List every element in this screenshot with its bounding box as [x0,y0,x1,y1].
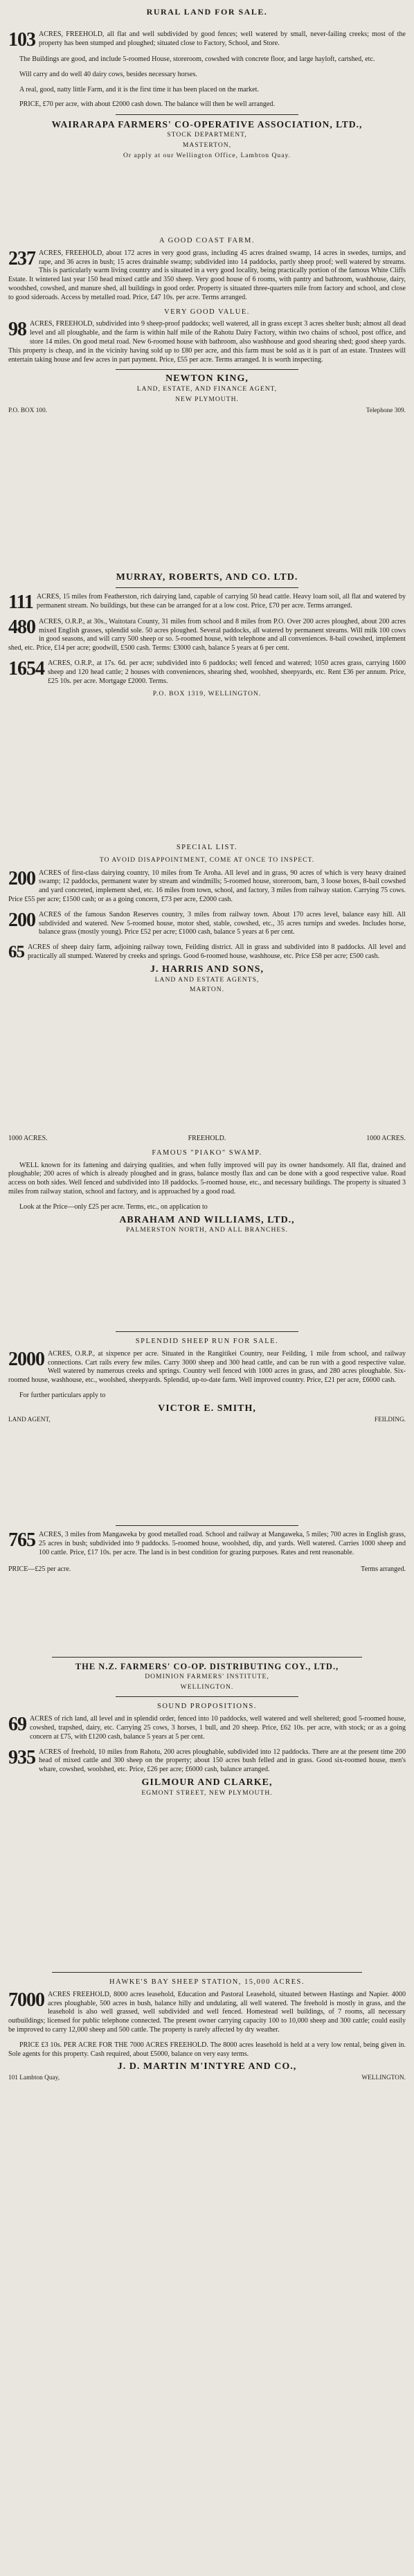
company-name: WAIRARAPA FARMERS' CO-OPERATIVE ASSOCIATION, LTD., [51,119,363,130]
town: WELLINGTON. [361,2075,406,2082]
ad-paragraph: ACRES, O.R.P., at 17s. 6d. per acre; subdivided into 6 paddocks; well fenced and watered; 1050 acres grass, carrying 1600 sheep and 120 head cattle; 2 houses with conveniences, shearing shed, woolshed, sheepyards, etc. Rent £36 per annum. Price, £25 10s. per acre. Mortgage £2000. Terms. [48,659,406,685]
acreage-number: 765 [8,1529,35,1551]
page-header: RURAL LAND FOR SALE. [146,7,268,17]
ad-paragraph: PRICE £3 10s. PER ACRE FOR THE 7000 ACRES FREEHOLD. The 8000 acres leasehold is held at a very low rental, being given in. Sole agents for this property. Cash required, about £5000, balance on very easy terms. [8,2041,406,2058]
advertisement-murray-roberts [8,569,406,700]
town: NEW PLYMOUTH. [175,395,239,403]
acreage-number: 2000 [8,1348,44,1370]
agent-name: VICTOR E. SMITH, [158,1403,256,1414]
divider [116,369,298,370]
acreage-number: 111 [8,591,33,613]
ad-paragraph: WELL known for its fattening and dairying qualities, and when fully improved will pay its owner handsomely. All flat, drained and ploughable; 200 acres of which is already ploughed and in grass, balance mostly flax and can be done with a good respective value. Road access on both sides. Well fenced and subdivided into 18 paddocks. 5-roomed house, etc., and necessary buildings. The property is situated 3 miles from railway station, school and factory, and is approached by a good road. [8,1161,406,1196]
acreage-number: 65 [8,943,24,962]
ad-paragraph: PRICE, £70 per acre, with about £2000 cash down. The balance will then be well arranged. [19,100,275,109]
ad-paragraph: ACRES, O.R.P., at sixpence per acre. Situated in the Rangitikei Country, near Feilding, 1 mile from school, and railway connections. Cart rails every few miles. Carry 3000 sheep and 300 head cattle, and can be run with a good respective value. Well watered by numerous creeks and springs. Country well fenced with 1000 acres in grass, and 280 acres ploughable. Six-roomed house, washhouse, etc., woolshed, sheepyards. Splendid, up-to-date farm. Well improved country. Price, £21 per acre, £6000 cash. [8,1349,406,1385]
acreage-number: 103 [8,29,35,51]
advertisement-abraham-williams [8,1132,406,1236]
ad-paragraph: ACRES of sheep dairy farm, adjoining railway town, Feilding district. All in grass and subdivided into 8 paddocks. All level and practically all stumped. Watered by creeks and springs. Good 6-roomed house, washhouse, etc. Price £58 per acre; £500 cash. [28,943,406,960]
agent-name: GILMOUR AND CLARKE, [141,1777,273,1788]
divider [116,1331,298,1332]
agent-name: NEWTON KING, [165,373,249,384]
acreage-number: 200 [8,867,35,889]
telephone: Telephone 309. [366,407,406,414]
ad-paragraph: Look at the Price—only £25 per acre. Terms, etc., on application to [19,1202,208,1211]
ad-paragraph: ACRES of rich land, all level and in splendid order, fenced into 10 paddocks, well watered and well sheltered; good 5-roomed house, cowshed, trapshed, dairy, etc. Carrying 25 cows, 3 horses, 1 bull, and 20 sheep. Price, £62 10s. per acre, with stock; or as a going concern at £75, with £1200 cash, balance 5 years at 5 per cent. [30,1715,406,1741]
ad-paragraph: ACRES FREEHOLD, 8000 acres leasehold, Education and Pastoral Leasehold, situated between Hastings and Napier. 4000 acres ploughable, 500 acres in bush, balance hilly and undulating, all well watered. The freehold is mostly in grass, and the leasehold is also well grassed, well subdivided and well fenced. Homestead well buildings, of 7 rooms, all necessary outbuildings; licensed for public telephone connected. The present owner carrying capacity 100 to 10,000 sheep and 300 cattle; could easily be improved to carry 12,000 sheep and 500 cattle. The property is rarely affected by dry weather. [8,1990,406,2034]
agent-name: MURRAY, ROBERTS, AND CO. LTD. [116,572,298,583]
advertisement-newton-king [8,231,406,416]
po-box: P.O. BOX 100. [8,407,48,414]
agent-line: LAND, ESTATE, AND FINANCE AGENT, [136,385,278,393]
ad-paragraph: ACRES, O.R.P., at 30s., Waitotara County, 31 miles from school and 8 miles from P.O. Over 200 acres ploughed, about 200 acres mixed English grasses, splendid sole. 50 acres ploughed. Several paddocks, all watered by permanent streams. Will milk 100 cows in good seasons, and will carry 500 sheep or so. 5-roomed house, with telephone and all conveniences. 8-bail cowshed, implement shed, etc. Price, £14 per acre; goodwill, £500 cash. Terms: £3000 cash, balance 5 years at 6 per cent. [8,617,406,652]
ad-paragraph: For further particulars apply to [19,1391,106,1399]
divider [52,1972,362,1973]
agent-line: LAND AGENT, [8,1416,51,1423]
town: FEILDING. [374,1416,406,1423]
acres-left: 1000 ACRES. [8,1135,48,1142]
ad-paragraph: Will carry and do well 40 dairy cows, besides necessary horses. [19,70,197,78]
agent-line: EGMONT STREET, NEW PLYMOUTH. [141,1788,273,1797]
po-box: P.O. BOX 1319, WELLINGTON. [152,690,262,698]
advertisement-wairarapa [8,30,406,161]
ad-paragraph: ACRES of freehold, 10 miles from Rahotu, 200 acres ploughable, subdivided into 12 paddocks. There are at the present time 200 head of mixed cattle and 300 sheep on the property; about 150 acres bush felled and in grass. Good six-roomed house, men's whare, cowshed, woolshed, etc. Price, £26 per acre; £6000 cash, balance arranged. [39,1748,406,1774]
terms-line: Terms arranged. [361,1565,406,1574]
tenure: FREEHOLD. [188,1135,226,1142]
ad-paragraph: ACRES, 3 miles from Mangaweka by good metalled road. School and railway at Mangaweka, 5 miles; 700 acres in English grass, 25 acres in bush; subdivided into 9 paddocks. 5-roomed house, woolshed, dip, and yards. Well watered. Carries 1000 sheep and 100 cattle. Price, £17 10s. per acre. The land is in best condition for grazing purposes. Rates and rent reasonable. [39,1531,406,1556]
advertisement-hawkes-bay [8,1967,406,2083]
advertisement-mangaweka [8,1520,406,1574]
acreage-number: 7000 [8,1989,44,2011]
town: WELLINGTON. [180,1682,234,1691]
section-heading: FAMOUS "PIAKO" SWAMP. [152,1148,262,1157]
department: STOCK DEPARTMENT, [167,130,247,139]
agent-name: ABRAHAM AND WILLIAMS, LTD., [119,1214,295,1225]
divider [52,1657,362,1658]
acres-right: 1000 ACRES. [366,1135,406,1142]
divider [116,587,298,588]
divider [116,1696,298,1697]
ad-paragraph: The Buildings are good, and include 5-roomed House, storeroom, cowshed with concrete floor, and large hayloft, cartshed, etc. [19,55,375,63]
acreage-number: 98 [8,319,26,341]
acreage-number: 237 [8,247,35,269]
ad-paragraph: ACRES, FREEHOLD, subdivided into 9 sheep-proof paddocks; well watered, all in grass except 3 acres shelter bush; almost all dead level and all ploughable, and the farm is within half mile of the Rahotu Dairy Factory, within two chains of school, post office, and store 14 miles. On good metal road. New 6-roomed house with bathroom, also washhouse and good shearing shed; good sheep yards. This property is cheap, and in the vicinity having sold up to £80 per acre, and this farm must be sold as it is part of an estate. Trustees will entertain taking house and few acres in part payment. Price, £55 per acre. Terms arranged. It is worth inspecting. [8,320,406,364]
divider [116,114,298,115]
section-heading: SPECIAL LIST. [176,844,238,851]
acreage-number: 1654 [8,657,44,679]
advertisement-nz-farmers [8,1652,406,1800]
intro-line: TO AVOID DISAPPOINTMENT, COME AT ONCE TO INSPECT. [99,855,315,864]
section-heading: A GOOD COAST FARM. [159,237,255,245]
acreage-number: 69 [8,1714,26,1736]
acreage-number: 200 [8,909,35,931]
agent-name: J. HARRIS AND SONS, [150,963,264,975]
divider [116,1525,298,1526]
section-heading: SPLENDID SHEEP RUN FOR SALE. [135,1338,279,1345]
section-heading: HAWKE'S BAY SHEEP STATION, 15,000 ACRES. [109,1978,305,1986]
town: MARTON. [189,986,225,994]
section-heading: SOUND PROPOSITIONS. [156,1703,258,1711]
agent-line: PALMERSTON NORTH, AND ALL BRANCHES. [126,1226,288,1234]
town: MASTERTON, [182,141,232,149]
acreage-number: 480 [8,616,35,638]
ad-paragraph: ACRES, FREEHOLD, about 172 acres in very good grass, including 45 acres drained swamp, 14 acres in swedes, turnips, and rape, and 36 acres in bush; 15 acres drainable swamp; subdivided into 14 paddocks, partly sheep proof; well watered by streams. This is particularly warm living country and is situated in a very good locality, being practically portion of the famous White Cliffs Estate. It wintered last year 150 head mixed cattle and 350 sheep. Very good house of 6 rooms, with pantry and bathroom, washhouse, dairy, woodshed, cowshed, and manure shed, all buildings in good order. Property is situated three-quarters mile from factory and school, and close to good sideroads. Access by metalled road. Price, £47 10s. per acre. Terms arranged. [8,249,406,301]
ad-paragraph: ACRES, FREEHOLD, all flat and well subdivided by good fences; well watered by small, never-failing creeks; most of the property has been stumped and ploughed; situated close to Factory, School, and Store. [39,30,406,47]
agent-line: DOMINION FARMERS' INSTITUTE, [145,1672,269,1680]
address: 101 Lambton Quay, [8,2075,60,2082]
agent-name: J. D. MARTIN M'INTYRE AND CO., [117,2061,297,2072]
advertisement-harris [8,838,406,996]
acreage-number: 935 [8,1746,35,1768]
office-note: Or apply at our Wellington Office, Lambton Quay. [123,151,291,159]
ad-paragraph: ACRES of the famous Sandon Reserves country, 3 miles from railway town. About 170 acres level, balance easy hill. All subdivided and watered. New 5-roomed house, motor shed, stable, cowshed, etc., 35 acres turnips and swedes. Includes horse, balance grass (mostly young). Price £52 per acre; £1000 cash, balance 5 years at 6 per cent. [39,910,406,936]
ad-paragraph: ACRES, 15 miles from Featherston, rich dairying land, capable of carrying 50 head cattle. Heavy loam soil, all flat and watered by permanent stream. No buildings, but these can be arranged for at a low cost. Price, £70 per acre. Terms arranged. [36,592,406,610]
agent-line: LAND AND ESTATE AGENTS, [154,975,260,984]
price-line: PRICE—£25 per acre. [8,1565,71,1574]
agent-name: THE N.Z. FARMERS' CO-OP. DISTRIBUTING COY., LTD., [75,1662,339,1671]
advertisement-victor-smith [8,1326,406,1424]
ad-paragraph: ACRES of first-class dairying country, 10 miles from Te Aroha. All level and in grass, 90 acres of which is very heavy drained swamp; 12 paddocks, permanent water by stream and windmills; 5-roomed house, storeroom, barn, 3 loose boxes, 8-bail cowshed and yard concreted, implement shed, etc. 16 miles from town, school, and factory, 3 miles from railway station. Carrying 75 cows. Price £55 per acre; £1500 cash; or as a going concern, £73 per acre, £2000 cash. [8,869,406,903]
section-heading: VERY GOOD VALUE. [164,308,250,316]
ad-paragraph: A real, good, natty little Farm, and it is the first time it has been placed on the market. [19,85,259,94]
